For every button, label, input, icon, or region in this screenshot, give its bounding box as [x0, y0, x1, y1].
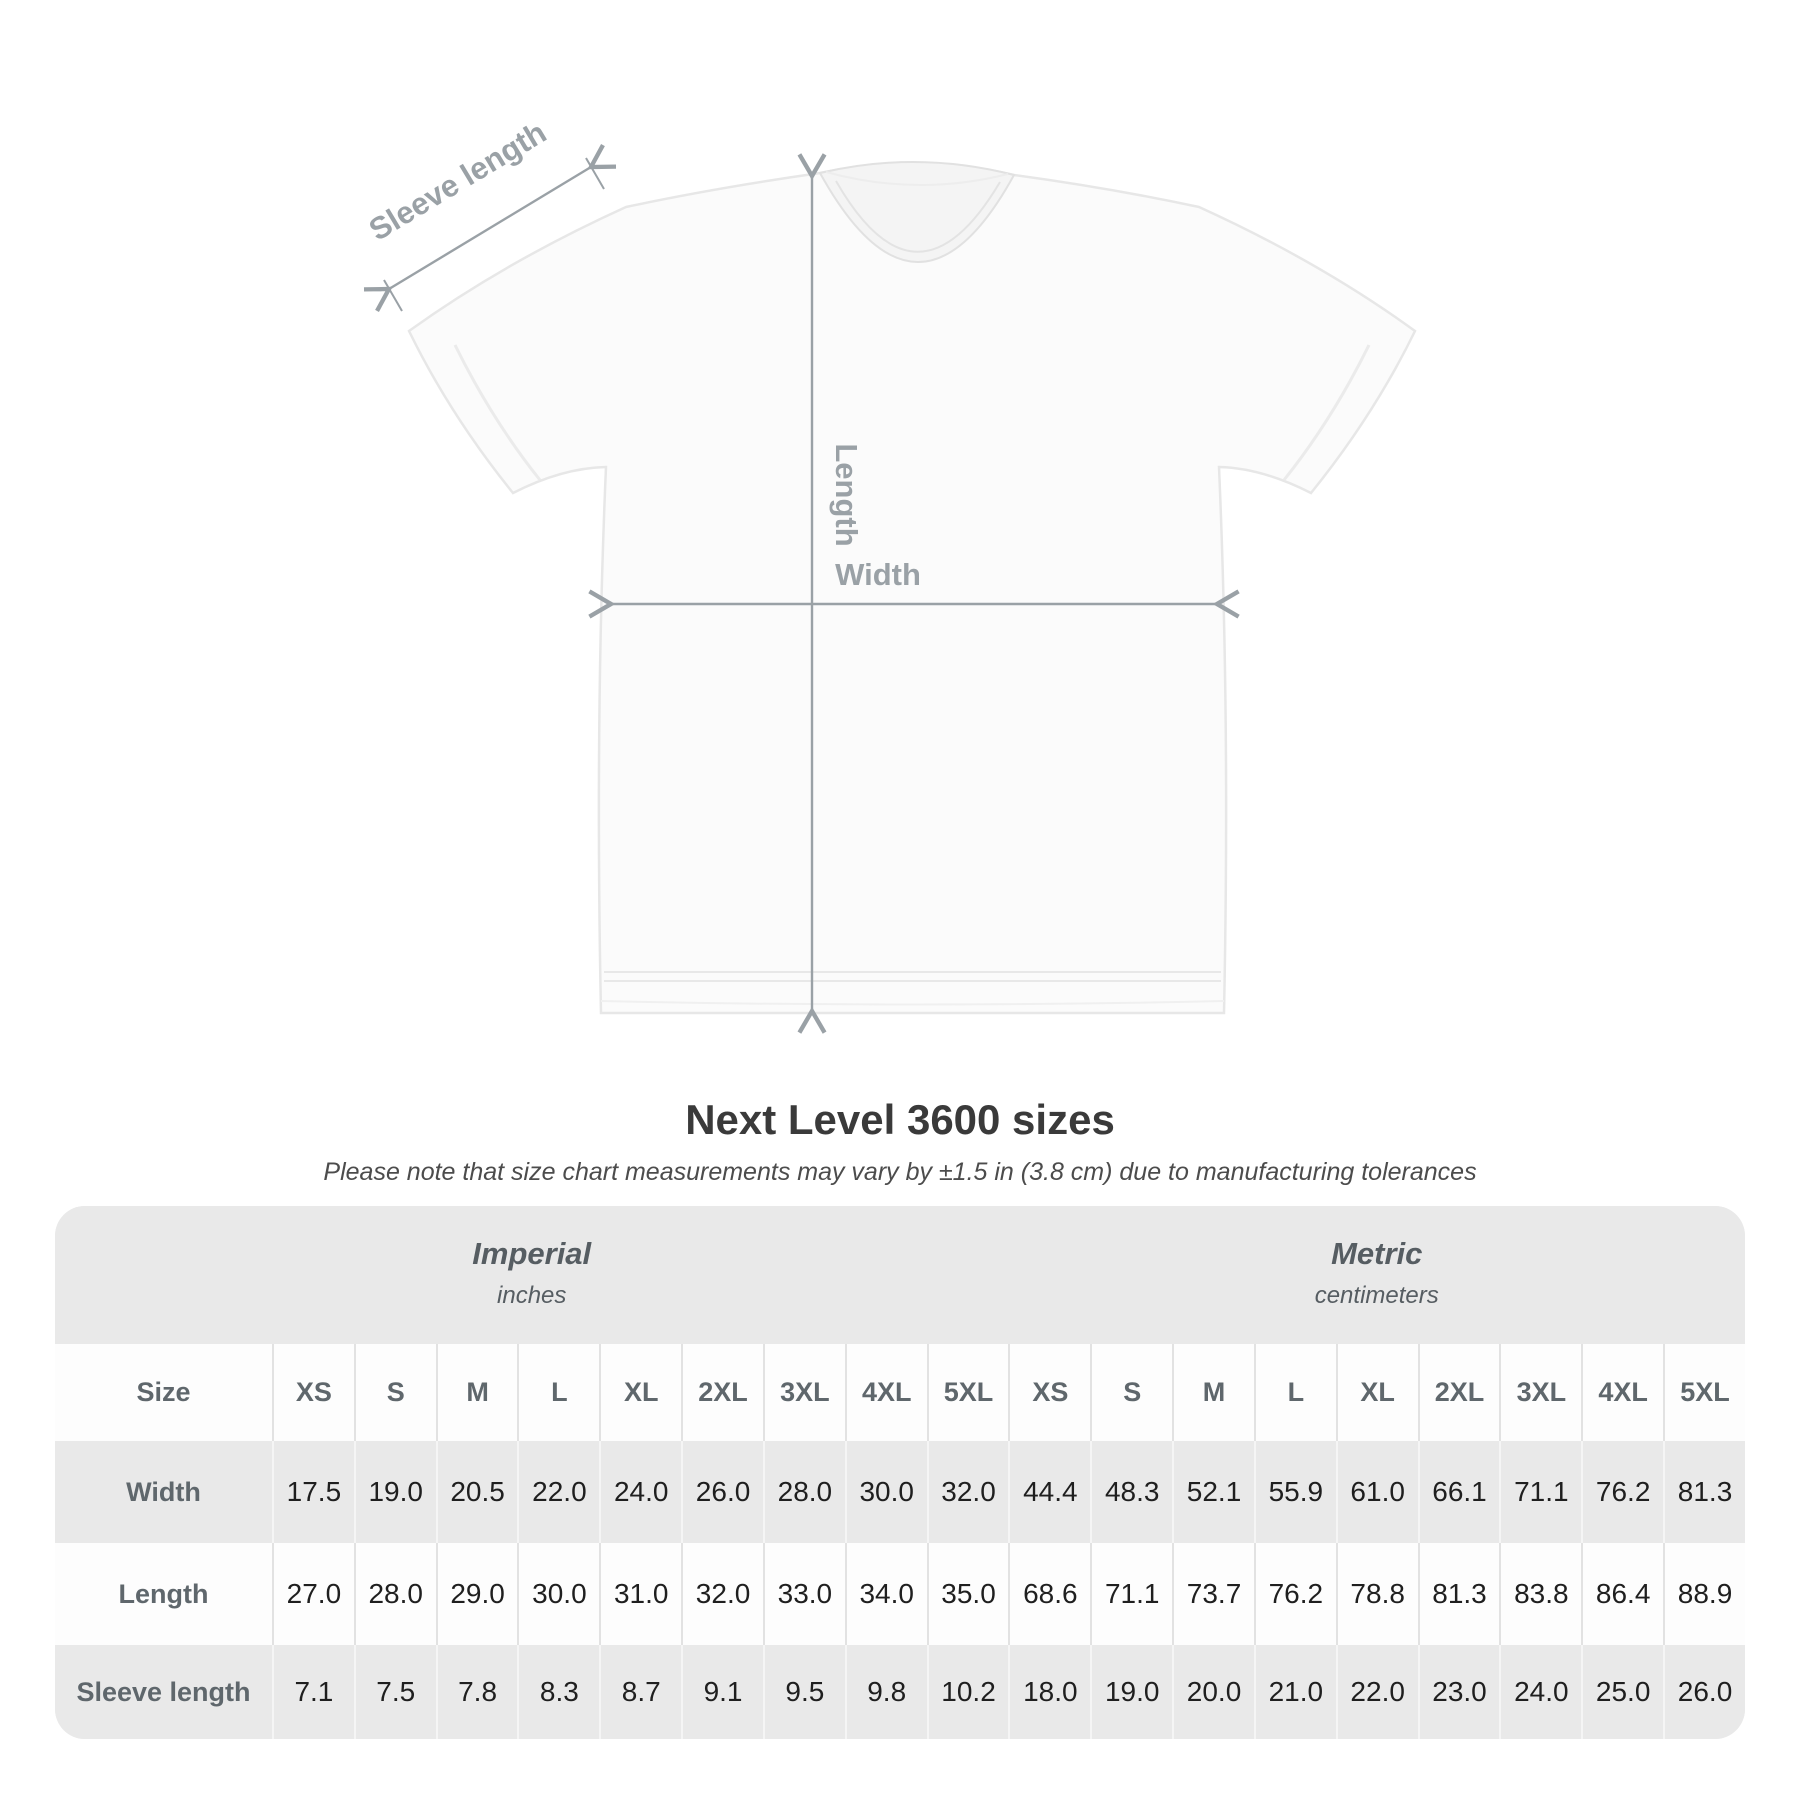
size-col-header: 5XL	[927, 1344, 1009, 1441]
value-cell: 22.0	[517, 1441, 599, 1543]
size-col-header: XL	[1336, 1344, 1418, 1441]
row-label: Sleeve length	[55, 1645, 272, 1739]
metric-unit: centimeters	[1314, 1282, 1439, 1309]
size-col-header: M	[1172, 1344, 1254, 1441]
row-label: Length	[55, 1543, 272, 1645]
size-row-label: Size	[55, 1344, 272, 1441]
size-col-header: 3XL	[1499, 1344, 1581, 1441]
value-cell: 88.9	[1663, 1543, 1745, 1645]
row-label: Width	[55, 1441, 272, 1543]
size-col-header: 2XL	[681, 1344, 763, 1441]
value-cell: 7.5	[354, 1645, 436, 1739]
value-cell: 29.0	[436, 1543, 518, 1645]
length-row	[55, 1543, 1745, 1645]
value-cell: 86.4	[1581, 1543, 1663, 1645]
value-cell: 8.7	[599, 1645, 681, 1739]
sleeve-length-label: Sleeve length	[362, 114, 553, 248]
value-cell: 61.0	[1336, 1441, 1418, 1543]
imperial-unit: inches	[497, 1282, 567, 1309]
size-col-header: L	[1254, 1344, 1336, 1441]
size-col-header: XL	[599, 1344, 681, 1441]
value-cell: 78.8	[1336, 1543, 1418, 1645]
unit-header-imperial	[55, 1206, 1008, 1344]
value-cell: 32.0	[927, 1441, 1009, 1543]
value-cell: 44.4	[1008, 1441, 1090, 1543]
value-cell: 28.0	[763, 1441, 845, 1543]
width-row	[55, 1441, 1745, 1543]
value-cell: 25.0	[1581, 1645, 1663, 1739]
value-cell: 18.0	[1008, 1645, 1090, 1739]
value-cell: 30.0	[517, 1543, 599, 1645]
size-col-header: L	[517, 1344, 599, 1441]
size-col-header: 5XL	[1663, 1344, 1745, 1441]
value-cell: 83.8	[1499, 1543, 1581, 1645]
value-cell: 26.0	[1663, 1645, 1745, 1739]
value-cell: 32.0	[681, 1543, 763, 1645]
size-col-header: XS	[1008, 1344, 1090, 1441]
size-col-header: 4XL	[845, 1344, 927, 1441]
value-cell: 31.0	[599, 1543, 681, 1645]
page-subtitle: Please note that size chart measurements may vary by ±1.5 in (3.8 cm) due to manufacturing tolerances	[323, 1158, 1477, 1186]
value-cell: 52.1	[1172, 1441, 1254, 1543]
value-cell: 81.3	[1663, 1441, 1745, 1543]
value-cell: 71.1	[1499, 1441, 1581, 1543]
size-header-row	[55, 1344, 1745, 1441]
unit-header-metric	[1008, 1206, 1745, 1344]
value-cell: 23.0	[1418, 1645, 1500, 1739]
value-cell: 20.5	[436, 1441, 518, 1543]
value-cell: 10.2	[927, 1645, 1009, 1739]
size-table	[55, 1206, 1745, 1739]
value-cell: 35.0	[927, 1543, 1009, 1645]
width-label: Width	[835, 557, 921, 592]
value-cell: 28.0	[354, 1543, 436, 1645]
value-cell: 48.3	[1090, 1441, 1172, 1543]
value-cell: 73.7	[1172, 1543, 1254, 1645]
size-col-header: S	[1090, 1344, 1172, 1441]
value-cell: 27.0	[272, 1543, 354, 1645]
value-cell: 17.5	[272, 1441, 354, 1543]
value-cell: 21.0	[1254, 1645, 1336, 1739]
value-cell: 76.2	[1581, 1441, 1663, 1543]
value-cell: 20.0	[1172, 1645, 1254, 1739]
value-cell: 19.0	[354, 1441, 436, 1543]
value-cell: 68.6	[1008, 1543, 1090, 1645]
imperial-title: Imperial	[472, 1236, 592, 1271]
value-cell: 66.1	[1418, 1441, 1500, 1543]
sleeve-length-row	[55, 1645, 1745, 1739]
value-cell: 7.8	[436, 1645, 518, 1739]
size-col-header: S	[354, 1344, 436, 1441]
value-cell: 71.1	[1090, 1543, 1172, 1645]
unit-header-row	[55, 1206, 1745, 1344]
value-cell: 34.0	[845, 1543, 927, 1645]
value-cell: 9.1	[681, 1645, 763, 1739]
page-title: Next Level 3600 sizes	[685, 1096, 1115, 1143]
value-cell: 8.3	[517, 1645, 599, 1739]
value-cell: 7.1	[272, 1645, 354, 1739]
size-col-header: 2XL	[1418, 1344, 1500, 1441]
value-cell: 30.0	[845, 1441, 927, 1543]
size-col-header: 4XL	[1581, 1344, 1663, 1441]
value-cell: 33.0	[763, 1543, 845, 1645]
size-col-header: XS	[272, 1344, 354, 1441]
value-cell: 19.0	[1090, 1645, 1172, 1739]
value-cell: 81.3	[1418, 1543, 1500, 1645]
value-cell: 22.0	[1336, 1645, 1418, 1739]
metric-title: Metric	[1331, 1236, 1423, 1271]
value-cell: 9.5	[763, 1645, 845, 1739]
size-col-header: 3XL	[763, 1344, 845, 1441]
value-cell: 9.8	[845, 1645, 927, 1739]
value-cell: 76.2	[1254, 1543, 1336, 1645]
size-col-header: M	[436, 1344, 518, 1441]
value-cell: 24.0	[1499, 1645, 1581, 1739]
value-cell: 55.9	[1254, 1441, 1336, 1543]
length-label: Length	[829, 443, 864, 547]
value-cell: 24.0	[599, 1441, 681, 1543]
value-cell: 26.0	[681, 1441, 763, 1543]
